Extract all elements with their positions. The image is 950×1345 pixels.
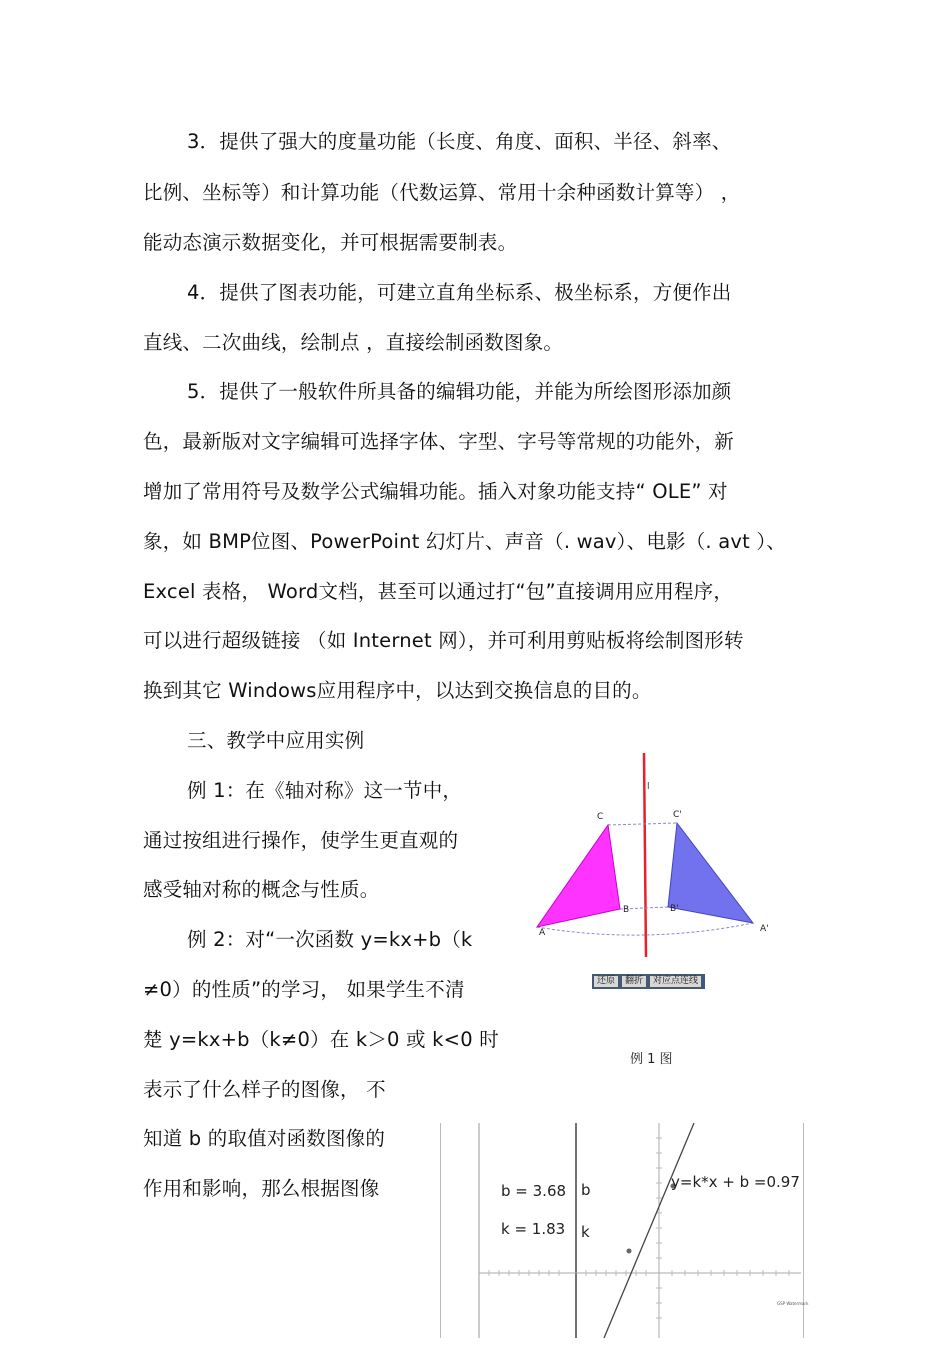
line-point[interactable] [627,1249,632,1254]
text-line: 例 2：对“一次函数 y=kx+b（k [187,928,473,951]
k-slider-label[interactable]: k [581,1223,590,1241]
triangle-abc[interactable] [537,825,620,927]
text-line: 增加了常用符号及数学公式编辑功能。插入对象功能支持“ OLE” 对 [143,480,728,503]
text-line: 表示了什么样子的图像， 不 [143,1078,386,1101]
fold-button[interactable]: 翻折 [621,975,647,988]
corner-watermark: GSP Watermark [777,1301,809,1306]
section-heading: 三、教学中应用实例 [187,729,365,752]
text-line: 色，最新版对文字编辑可选择字体、字型、字号等常规的功能外，新 [143,430,735,453]
triangle-abc-reflected[interactable] [668,823,753,923]
figure1-symmetry [525,745,785,970]
b-value-text: b = 3.68 [501,1182,567,1200]
point-label-a: A [539,928,546,938]
point-label-c-prime: C' [673,810,682,820]
text-line: 换到其它 Windows应用程序中，以达到交换信息的目的。 [143,679,652,702]
point-label-b-prime: B' [670,904,679,914]
k-value-text: k = 1.83 [501,1220,566,1238]
text-line: 5．提供了一般软件所具备的编辑功能，并能为所绘图形添加颜 [187,380,732,403]
figure2-linear-function [440,1123,809,1338]
text-line: 知道 b 的取值对函数图像的 [143,1127,386,1150]
axis-label: l [647,782,650,792]
text-line: 4．提供了图表功能，可建立直角坐标系、极坐标系，方便作出 [187,281,732,304]
text-line: 可以进行超级链接 （如 Internet 网），并可利用剪贴板将绘制图形转 [143,629,744,652]
connect-points-button[interactable]: 对应点连线 [649,975,702,988]
point-label-c: C [597,812,604,822]
text-line: 例 1：在《轴对称》这一节中， [187,779,463,802]
figure1-button-bar [592,974,705,989]
function-line[interactable] [604,1123,694,1338]
text-line: 比例、坐标等）和计算功能（代数运算、常用十余种函数计算等） ， [143,181,741,204]
dashed-connector [608,823,677,825]
point-label-a-prime: A' [760,924,769,934]
point-label-b: B [623,905,630,915]
text-line: 3．提供了强大的度量功能（长度、角度、面积、半径、斜率、 [187,130,732,153]
figure1-caption: 例 1 图 [630,1052,673,1067]
text-line: 感受轴对称的概念与性质。 [143,878,380,901]
text-line: 楚 y=kx+b（k≠0）在 k＞0 或 k<0 时 [143,1028,499,1051]
figure2-plot [441,1123,809,1338]
restore-button[interactable]: 还原 [593,975,619,988]
text-line: 象，如 BMP位图、PowerPoint 幻灯片、声音（. wav）、电影（. avt ）、 [143,530,786,553]
text-line: ≠0）的性质”的学习， 如果学生不清 [143,978,465,1001]
text-line: 作用和影响，那么根据图像 [143,1177,380,1200]
equation-text: y=k*x + b =0.97 [671,1173,800,1191]
text-line: Excel 表格， Word文档，甚至可以通过打“包”直接调用应用程序， [143,580,734,603]
text-line: 通过按组进行操作，使学生更直观的 [143,829,459,852]
symmetry-axis[interactable] [644,753,646,957]
text-line: 能动态演示数据变化，并可根据需要制表。 [143,231,518,254]
text-line: 直线、二次曲线，绘制点 ，直接绘制函数图象。 [143,331,564,354]
b-slider-label[interactable]: b [581,1181,591,1199]
